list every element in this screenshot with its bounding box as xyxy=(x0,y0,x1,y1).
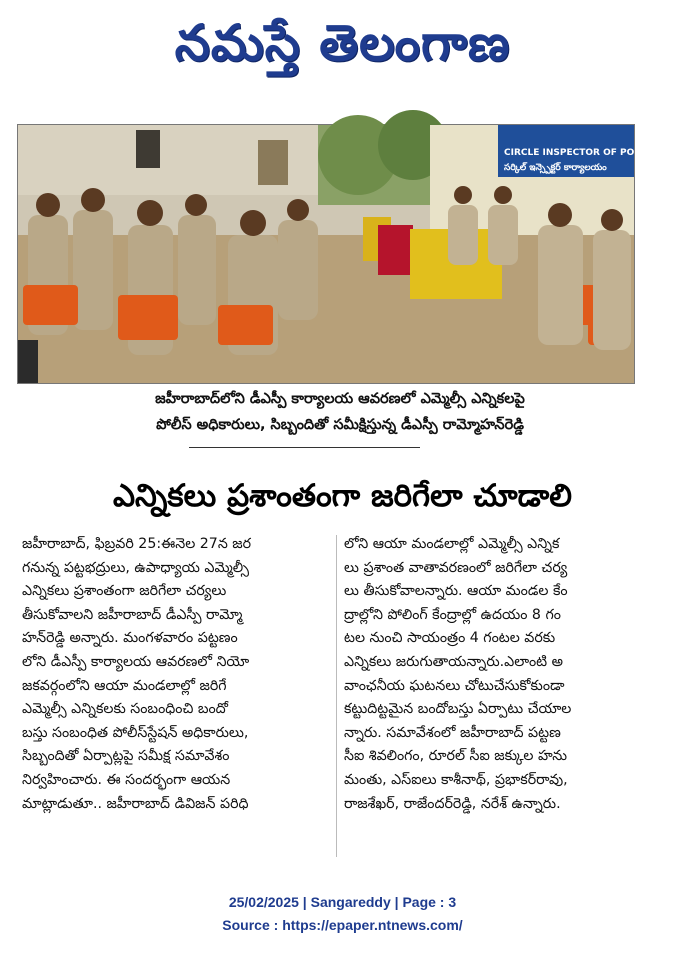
article-headline: ఎన్నికలు ప్రశాంతంగా జరిగేలా చూడాలి xyxy=(113,478,572,514)
caption-line-2: పోలీస్ అధికారులు, సిబ్బందితో సమీక్షిస్తున్న డీఎస్పీ రామ్మోహన్‌రెడ్డి xyxy=(156,417,524,433)
article-text-left: జహీరాబాద్, ఫిబ్రవరి 25:ఈనెల 27న జర గనున్న పట్టభద్రులు, ఉపాధ్యాయ ఎమ్మెల్సీ ఎన్నికలు ప్రశాంతంగా జరిగేలా చర్యలు తీసుకోవాలని జహీరాబాద్ డీఎస్పీ రామ్మో హన్‌రెడ్డి అన్నారు. మంగళవారం పట్టణం లోని డీఎస్పీ కార్యాలయ ఆవరణలో నియో జకవర్గంలోని ఆయా మండలాల్లో జరిగే ఎమ్మెల్సీ ఎన్నికలకు సంబంధించి బందో బస్తు సంబంధిత పోలీస్‌స్టేషన్ అధికారులు, సిబ్బందితో ఏర్పాట్లపై సమీక్ష సమావేశం నిర్వహించారు. ఈ సందర్భంగా ఆయన మాట్లాడుతూ.. జహీరాబాద్ డివిజన్ పరిధి xyxy=(22,536,252,812)
caption-line-1: జహీరాబాద్‌లోని డీఎస్పీ కార్యాలయ ఆవరణలో ఎమ్మెల్సీ ఎన్నికలపై xyxy=(155,391,525,407)
article-text-right: లోని ఆయా మండలాల్లో ఎమ్మెల్సీ ఎన్నిక లు ప్రశాంత వాతావరణంలో జరిగేలా చర్య లు తీసుకోవాలన్నారు. ఆయా మండల కేం ద్రాల్లోని పోలింగ్ కేంద్రాల్లో ఉదయం 8 గం టల నుంచి సాయంత్రం 4 గంటల వరకు ఎన్నికలు జరుగుతాయన్నారు.ఎలాంటి అ వాంఛనీయ ఘటనలు చోటుచేసుకోకుండా కట్టుదిట్టమైన బందోబస్తు ఏర్పాటు చేయాల న్నారు. సమావేశంలో జహీరాబాద్ పట్టణ సీఐ శివలింగం, రూరల్ సీఐ జక్కుల హను మంతు, ఎస్ఐలు కాశీనాథ్, ప్రభాకర్‌రావు, రాజశేఖర్, రాజేందర్‌రెడ్డి, నరేశ్ ఉన్నారు. xyxy=(344,536,572,812)
footer-date-edition: 25/02/2025 | Sangareddy | Page : 3 xyxy=(228,894,457,910)
column-divider xyxy=(336,535,337,857)
sign-line-1: CIRCLE INSPECTOR OF POLICE xyxy=(504,148,657,158)
footer-source: Source : https://epaper.ntnews.com/ xyxy=(222,917,463,933)
newspaper-masthead xyxy=(0,8,685,78)
photo-caption xyxy=(30,386,650,438)
masthead-title: నమస్తే తెలంగాణ xyxy=(174,14,511,72)
article-column-right xyxy=(344,533,634,816)
article-column-left xyxy=(22,533,328,816)
caption-divider xyxy=(189,447,420,448)
news-photo xyxy=(17,124,657,384)
sign-line-2: సర్కిల్ ఇన్స్పెక్టర్ కార్యాలయం xyxy=(504,163,607,173)
